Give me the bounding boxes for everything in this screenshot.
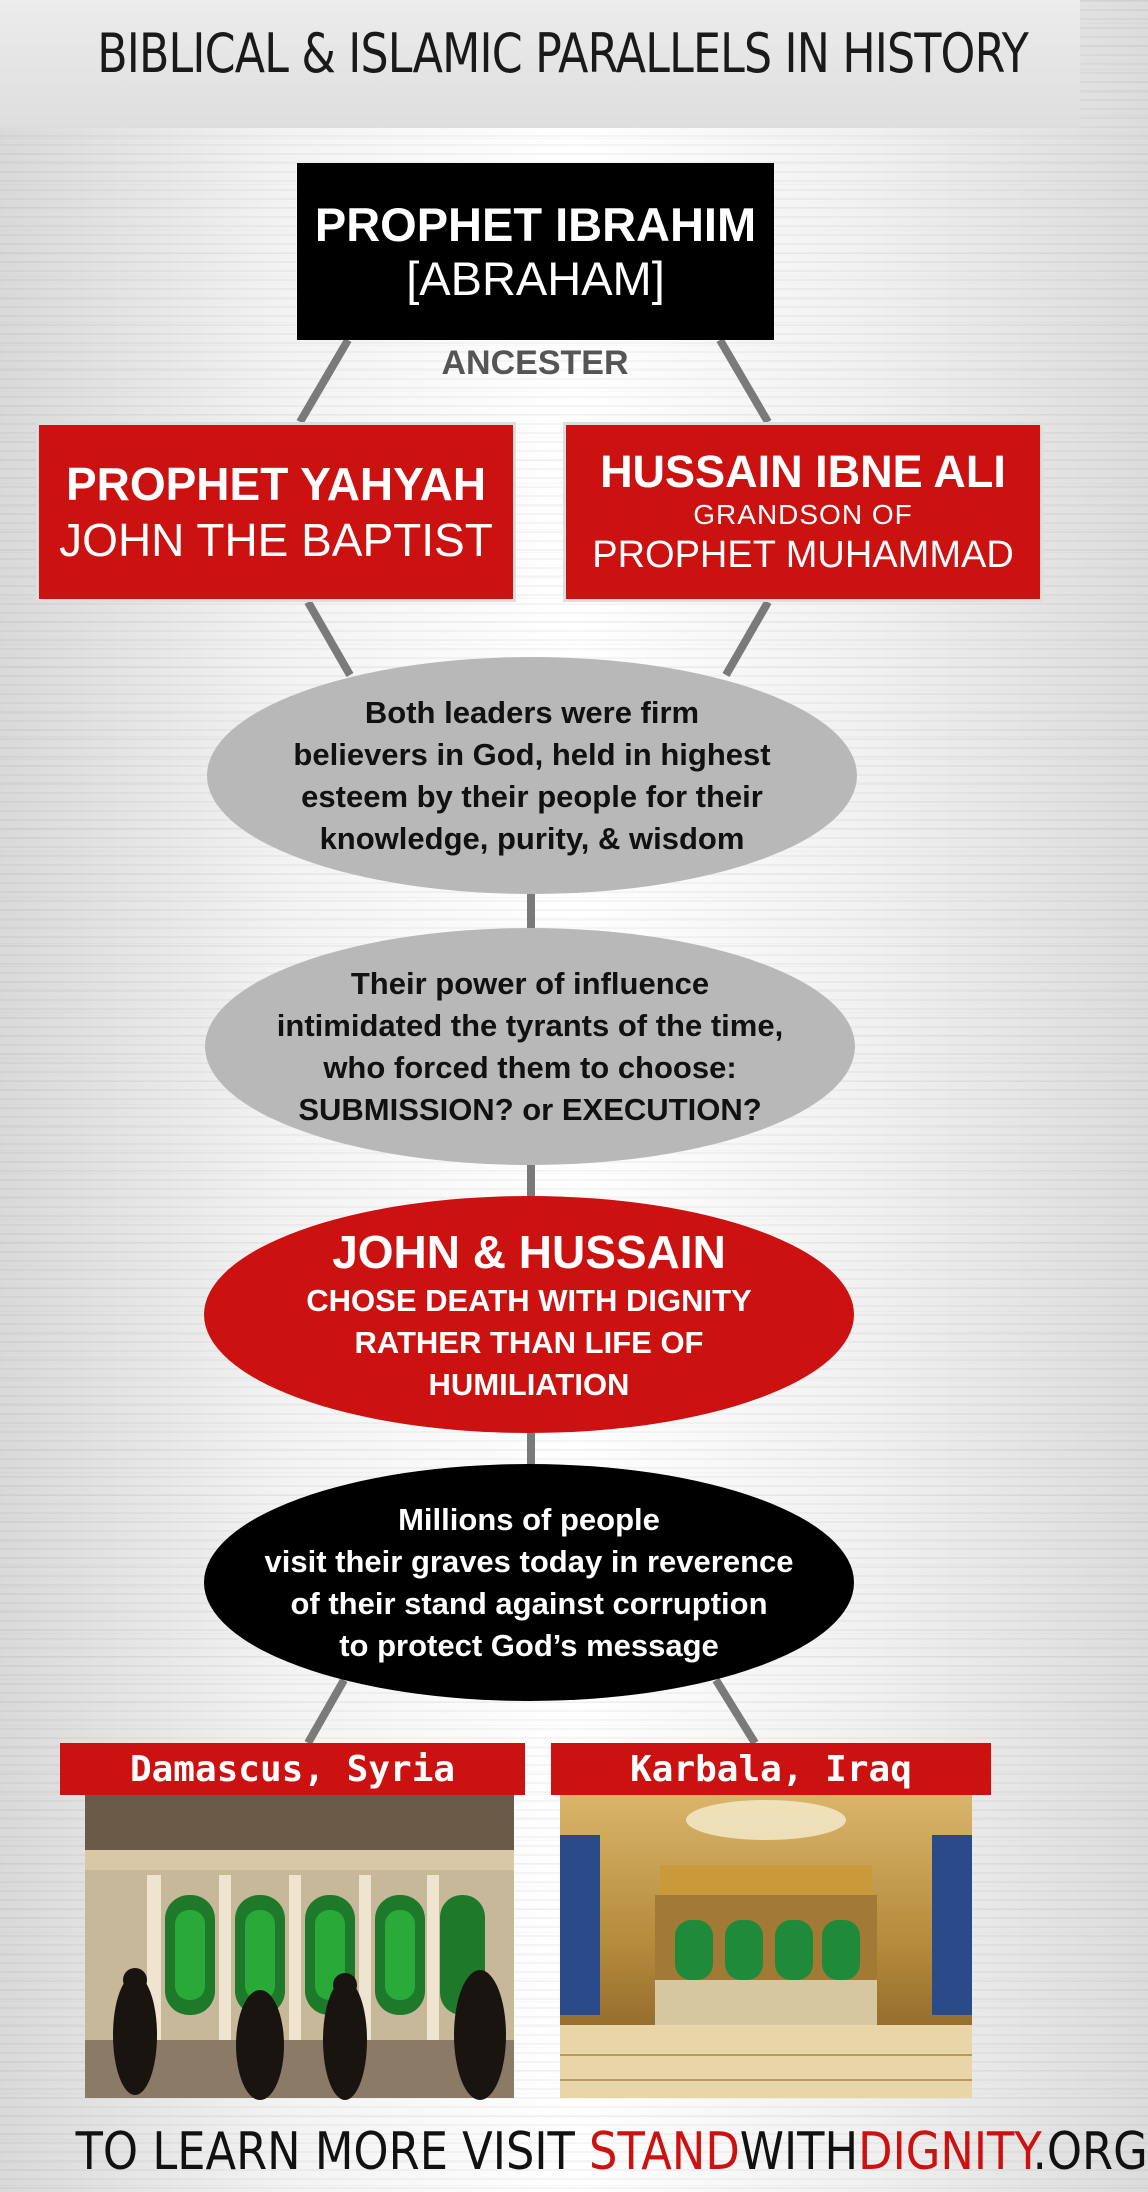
connector-hussain-step1 — [726, 602, 768, 675]
step-1-line: esteem by their people for their — [301, 778, 763, 814]
location-label-damascus: Damascus, Syria — [60, 1743, 525, 1795]
footer-url-part-dignity[interactable]: DIGNITY — [858, 2122, 1033, 2182]
step-1-ellipse — [207, 657, 857, 894]
ancestor-box — [297, 163, 774, 340]
step-4-line: Millions of people — [398, 1501, 660, 1537]
step-4-line: to protect God’s message — [339, 1627, 719, 1663]
left-figure-name: PROPHET YAHYAH — [65, 458, 487, 510]
right-figure-box — [563, 422, 1043, 602]
footer-prefix: TO LEARN MORE VISIT — [75, 2122, 590, 2182]
step-2-line: intimidated the tyrants of the time, — [276, 1007, 784, 1043]
step-3-title: JOHN & HUSSAIN — [332, 1225, 726, 1278]
step-2-line: who forced them to choose: — [323, 1049, 737, 1085]
step-2-line: Their power of influence — [350, 965, 710, 1001]
step-3-line: CHOSE DEATH WITH DIGNITY — [306, 1282, 752, 1318]
connector-step4-damascus — [308, 1680, 344, 1743]
footer-url-part-stand[interactable]: STAND — [589, 2122, 740, 2182]
ancestor-caption: ANCESTER — [441, 344, 629, 382]
damascus-shrine-photo — [85, 1795, 514, 2098]
footer-url-part-org[interactable]: .ORG — [1032, 2122, 1148, 2182]
left-figure-alt-name: JOHN THE BAPTIST — [59, 514, 493, 566]
ancestor-name: PROPHET IBRAHIM — [314, 197, 757, 251]
step-3-line: HUMILIATION — [428, 1366, 630, 1402]
connector-step4-karbala — [716, 1680, 755, 1743]
page-title: BIBLICAL & ISLAMIC PARALLELS IN HISTORY — [97, 22, 1028, 85]
right-figure-relation-name: PROPHET MUHAMMAD — [592, 534, 1014, 576]
connector-ibrahim-yahyah — [300, 340, 348, 422]
step-3-ellipse — [204, 1196, 854, 1433]
step-4-line: visit their graves today in reverence — [264, 1543, 794, 1579]
right-figure-relation: GRANDSON OF — [693, 499, 913, 530]
step-1-line: believers in God, held in highest — [293, 736, 771, 772]
ancestor-alt-name: [ABRAHAM] — [406, 251, 665, 305]
connector-yahyah-step1 — [308, 602, 350, 675]
footer-url-part-with[interactable]: WITH — [739, 2122, 859, 2182]
right-figure-name: HUSSAIN IBNE ALI — [600, 446, 1006, 497]
step-3-line: RATHER THAN LIFE OF — [354, 1324, 704, 1360]
connector-ibrahim-hussain — [720, 340, 768, 422]
footer-cta — [75, 2122, 1148, 2182]
step-2-line: SUBMISSION? or EXECUTION? — [298, 1091, 762, 1127]
left-figure-box — [36, 422, 516, 602]
step-2-ellipse — [205, 928, 855, 1165]
step-1-line: knowledge, purity, & wisdom — [319, 820, 745, 856]
step-4-ellipse — [204, 1464, 854, 1701]
step-1-line: Both leaders were firm — [364, 694, 700, 730]
step-4-line: of their stand against corruption — [290, 1585, 768, 1621]
karbala-shrine-photo — [560, 1795, 972, 2098]
location-label-karbala: Karbala, Iraq — [551, 1743, 991, 1795]
